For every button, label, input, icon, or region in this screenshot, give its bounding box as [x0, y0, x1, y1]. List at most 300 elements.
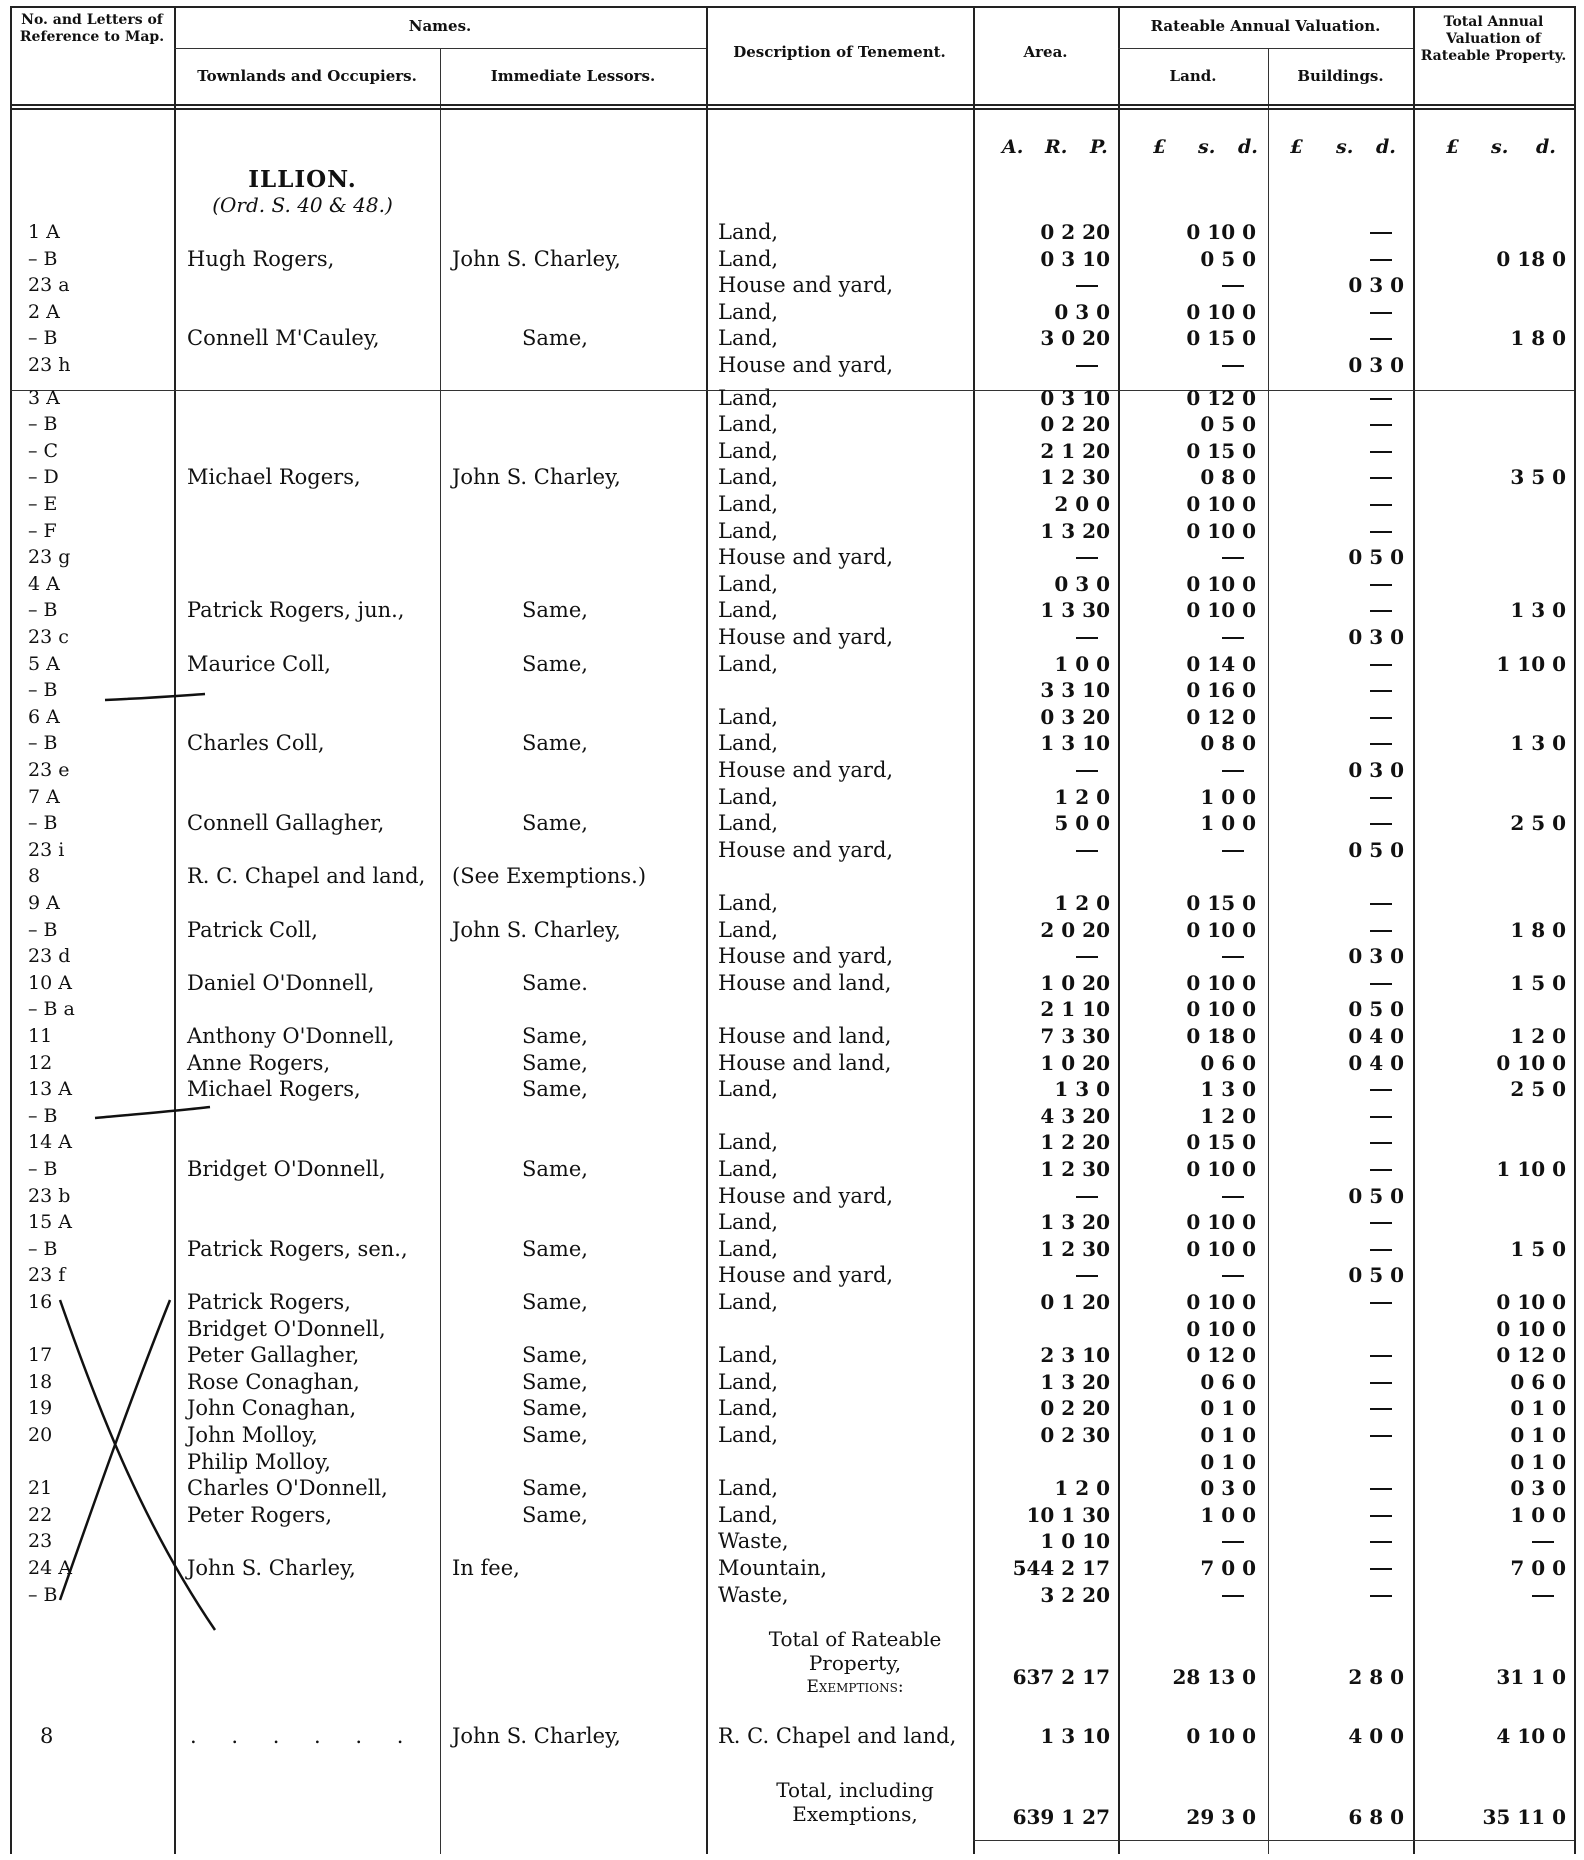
row-desc: Land, — [718, 1236, 779, 1261]
bldg-dash — [1370, 1408, 1392, 1410]
row-bldg: 0 3 0 — [1348, 758, 1404, 782]
row-land: 0 15 0 — [1186, 438, 1256, 463]
header-valuation: Rateable Annual Valuation. — [1150, 17, 1381, 35]
row-desc: Mountain, — [718, 1556, 828, 1580]
townland-name: ILLION. — [248, 166, 357, 193]
row-lessor: John S. Charley, — [452, 917, 621, 942]
total-dash — [1532, 1541, 1554, 1543]
row-lessor: Same, — [522, 1077, 588, 1102]
land-dash — [1222, 557, 1244, 559]
row-area: 0 3 20 — [1040, 704, 1110, 729]
row-ref: 20 — [28, 1424, 53, 1446]
row-area: 1 3 30 — [1040, 598, 1110, 623]
row-ref: 22 — [28, 1503, 53, 1526]
row-total: 1 8 0 — [1510, 326, 1566, 351]
row-bldg: 0 5 0 — [1348, 1183, 1404, 1208]
row-ref: 23 h — [28, 354, 71, 376]
row-land: 0 1 0 — [1200, 1396, 1256, 1421]
row-lessor: Same, — [522, 1050, 588, 1075]
bldg-dash — [1370, 664, 1392, 666]
row-occupier: Peter Gallagher, — [187, 1343, 360, 1368]
row-ref: 1 A — [28, 221, 60, 243]
row-bldg: 0 5 0 — [1348, 545, 1404, 570]
row-land: 0 10 0 — [1186, 1316, 1256, 1341]
row-bldg: 0 3 0 — [1348, 944, 1404, 969]
row-desc: House and yard, — [718, 758, 894, 782]
total-dash — [1532, 1595, 1554, 1597]
total-rateable-label-1: Total of Rateable — [768, 1627, 942, 1651]
row-lessor: Same, — [522, 1396, 588, 1421]
row-land: 1 2 0 — [1200, 1103, 1256, 1128]
row-ref: – B — [28, 1158, 58, 1180]
row-ref: – E — [28, 493, 58, 515]
bldg-dash — [1370, 1541, 1392, 1543]
row-total: 1 5 0 — [1510, 970, 1566, 995]
row-desc: Land, — [718, 1130, 779, 1155]
row-area: 1 2 0 — [1054, 1476, 1110, 1501]
row-desc: Land, — [718, 326, 779, 351]
townland-ord: (Ord. S. 40 & 48.) — [212, 193, 393, 217]
rule-left — [10, 6, 12, 1854]
row-desc: Land, — [718, 571, 779, 596]
row-desc: Land, — [718, 220, 779, 244]
bldg-dash — [1370, 451, 1392, 453]
bldg-dash — [1370, 1302, 1392, 1304]
area-dash — [1076, 956, 1098, 958]
row-lessor: John S. Charley, — [452, 246, 621, 271]
row-land: 0 6 0 — [1200, 1050, 1256, 1075]
area-dash — [1076, 637, 1098, 639]
row-land: 0 1 0 — [1200, 1423, 1256, 1447]
row-total: 3 5 0 — [1510, 465, 1566, 490]
row-land: 0 10 0 — [1186, 997, 1256, 1022]
row-area: 2 0 0 — [1054, 492, 1110, 516]
row-land: 0 14 0 — [1186, 651, 1256, 676]
row-total: 1 0 0 — [1510, 1502, 1566, 1527]
row-lessor: Same, — [522, 1290, 588, 1314]
row-occupier: Patrick Coll, — [187, 917, 318, 942]
row-ref: – B — [28, 732, 58, 755]
row-desc: Land, — [718, 1157, 779, 1181]
bldg-dash — [1370, 1222, 1392, 1224]
row-land: 0 10 0 — [1186, 970, 1256, 995]
row-occupier: Michael Rogers, — [187, 1077, 361, 1102]
row-ref: 13 A — [28, 1078, 72, 1101]
row-ref: – B — [28, 599, 58, 622]
row-lessor: Same, — [522, 1423, 588, 1447]
bldg-dash — [1370, 1515, 1392, 1517]
row-ref: – B — [28, 1237, 58, 1260]
row-land: 0 10 0 — [1186, 1210, 1256, 1235]
row-area: 0 3 0 — [1054, 299, 1110, 324]
row-occupier: Anne Rogers, — [187, 1050, 331, 1075]
exemption-land: 0 10 0 — [1186, 1724, 1256, 1748]
row-ref: 16 — [28, 1291, 53, 1313]
row-ref: – D — [28, 466, 59, 489]
bldg-dash — [1370, 531, 1392, 533]
unit-acres: A. — [1002, 136, 1024, 158]
row-total: 0 1 0 — [1510, 1396, 1566, 1421]
exemption-area: 1 3 10 — [1040, 1724, 1110, 1748]
total-grand-total: 35 11 0 — [1482, 1805, 1566, 1829]
total-rateable-total: 31 1 0 — [1496, 1665, 1566, 1689]
bldg-dash — [1370, 1595, 1392, 1597]
row-lessor: Same, — [522, 598, 588, 623]
row-land: 1 0 0 — [1200, 784, 1256, 809]
row-ref: 23 g — [28, 546, 71, 569]
bldg-dash — [1370, 1089, 1392, 1091]
row-desc: Land, — [718, 1396, 779, 1421]
row-ref: 23 f — [28, 1264, 66, 1287]
row-land: 0 15 0 — [1186, 891, 1256, 915]
row-area: 2 1 20 — [1040, 438, 1110, 463]
row-occupier: Rose Conaghan, — [187, 1369, 360, 1394]
row-land: 0 10 0 — [1186, 1236, 1256, 1261]
land-dash — [1222, 1595, 1244, 1597]
land-dash — [1222, 637, 1244, 639]
rule-lessor — [706, 6, 708, 1854]
rule-header-bottom-2 — [10, 108, 1574, 110]
row-desc: Land, — [718, 299, 779, 324]
rule-names — [440, 48, 441, 1854]
row-ref: 11 — [28, 1025, 53, 1047]
row-occupier: Hugh Rogers, — [187, 246, 335, 271]
row-desc: Waste, — [718, 1529, 789, 1554]
bldg-dash — [1370, 903, 1392, 905]
row-desc: Land, — [718, 917, 779, 942]
row-area: 10 1 30 — [1026, 1502, 1110, 1527]
row-area: 5 0 0 — [1054, 811, 1110, 836]
row-ref: 23 a — [28, 274, 70, 297]
bldg-dash — [1370, 1435, 1392, 1437]
row-bldg: 0 5 0 — [1348, 997, 1404, 1022]
row-area: 1 0 10 — [1040, 1529, 1110, 1554]
unit-land-pounds: £ — [1153, 136, 1167, 158]
row-area: 2 3 10 — [1040, 1343, 1110, 1368]
row-occupier: Connell M'Cauley, — [187, 326, 380, 351]
row-desc: Land, — [718, 1343, 779, 1368]
bldg-dash — [1370, 1382, 1392, 1384]
area-dash — [1076, 285, 1098, 287]
row-bldg: 0 5 0 — [1348, 1263, 1404, 1288]
header-description: Description of Tenement. — [733, 43, 946, 61]
unit-total-pence: d. — [1536, 136, 1556, 158]
unit-roods: R. — [1045, 136, 1068, 158]
total-rateable-label — [740, 1627, 970, 1699]
row-total: 0 10 0 — [1496, 1316, 1566, 1341]
row-ref: – C — [28, 439, 59, 462]
row-land: 0 8 0 — [1200, 465, 1256, 490]
row-area: 1 3 20 — [1040, 518, 1110, 543]
row-land: 0 10 0 — [1186, 1157, 1256, 1181]
row-area: 1 2 0 — [1054, 891, 1110, 915]
row-desc: Land, — [718, 704, 779, 729]
row-area: 0 2 20 — [1040, 412, 1110, 437]
row-area: 1 0 20 — [1040, 1050, 1110, 1075]
row-bldg: 0 4 0 — [1348, 1050, 1404, 1075]
exemption-total: 4 10 0 — [1496, 1724, 1566, 1748]
rule-top — [10, 6, 1574, 8]
rule-valuation-split — [1118, 48, 1413, 49]
bldg-dash — [1370, 1116, 1392, 1118]
row-area: 2 0 20 — [1040, 917, 1110, 942]
header-names: Names. — [408, 17, 472, 35]
row-lessor: Same, — [522, 326, 588, 351]
row-area: 1 2 30 — [1040, 465, 1110, 490]
unit-bldg-pounds: £ — [1290, 136, 1304, 158]
bldg-dash — [1370, 930, 1392, 932]
land-dash — [1222, 365, 1244, 367]
header-townlands: Townlands and Occupiers. — [197, 67, 417, 85]
row-lessor: John S. Charley, — [452, 465, 621, 490]
unit-land-shillings: s. — [1198, 136, 1216, 158]
row-ref: – B — [28, 413, 58, 436]
row-area: 0 3 0 — [1054, 571, 1110, 596]
land-dash — [1222, 1541, 1244, 1543]
row-total: 7 0 0 — [1510, 1556, 1566, 1580]
exemption-ref: 8 — [40, 1724, 54, 1748]
bldg-dash — [1370, 232, 1392, 234]
row-ref: – F — [28, 519, 57, 542]
row-lessor: Same, — [522, 1024, 588, 1048]
row-total: 0 10 0 — [1496, 1050, 1566, 1075]
row-ref: – B — [28, 918, 58, 941]
total-grand-area: 639 1 27 — [1012, 1805, 1110, 1829]
row-occupier: Patrick Rogers, — [187, 1290, 351, 1314]
row-desc: Land, — [718, 811, 779, 836]
exemption-lessor: John S. Charley, — [452, 1724, 621, 1748]
area-dash — [1076, 850, 1098, 852]
row-total: 0 1 0 — [1510, 1423, 1566, 1447]
total-grand-label-2: Exemptions, — [792, 1802, 918, 1826]
row-desc: Land, — [718, 465, 779, 490]
row-desc: House and land, — [718, 1024, 892, 1048]
total-rateable-bldg: 2 8 0 — [1348, 1665, 1404, 1689]
row-total: 0 6 0 — [1510, 1369, 1566, 1394]
row-land: 0 18 0 — [1186, 1024, 1256, 1048]
row-occupier: Philip Molloy, — [187, 1449, 331, 1474]
row-land: 0 15 0 — [1186, 1130, 1256, 1155]
row-lessor: Same, — [522, 1236, 588, 1261]
row-land: 0 8 0 — [1200, 731, 1256, 756]
row-desc: Land, — [718, 1369, 779, 1394]
row-ref: 19 — [28, 1397, 53, 1420]
unit-bldg-shillings: s. — [1336, 136, 1354, 158]
rule-right — [1574, 6, 1576, 1854]
row-desc: Land, — [718, 891, 779, 915]
row-land: 1 3 0 — [1200, 1077, 1256, 1102]
row-total: 1 8 0 — [1510, 917, 1566, 942]
row-desc: House and yard, — [718, 353, 894, 377]
row-total: 2 5 0 — [1510, 1077, 1566, 1102]
row-area: 0 2 20 — [1040, 220, 1110, 244]
row-ref: 7 A — [28, 785, 60, 808]
bldg-dash — [1370, 1568, 1392, 1570]
row-area: 1 2 20 — [1040, 1130, 1110, 1155]
row-desc: Land, — [718, 518, 779, 543]
row-area: 0 3 10 — [1040, 246, 1110, 271]
row-land: 0 10 0 — [1186, 571, 1256, 596]
exemption-bldg: 4 0 0 — [1348, 1724, 1404, 1748]
total-rateable-land: 28 13 0 — [1172, 1665, 1256, 1689]
row-occupier: Michael Rogers, — [187, 465, 361, 490]
row-ref: 8 — [28, 865, 41, 888]
row-occupier: Charles O'Donnell, — [187, 1476, 388, 1501]
row-land: 0 6 0 — [1200, 1369, 1256, 1394]
row-area: 1 0 0 — [1054, 651, 1110, 676]
row-occupier: John Conaghan, — [187, 1396, 357, 1421]
bldg-dash — [1370, 610, 1392, 612]
bldg-dash — [1370, 338, 1392, 340]
row-total: 2 5 0 — [1510, 811, 1566, 836]
row-area: 1 2 0 — [1054, 784, 1110, 809]
total-grand-bldg: 6 8 0 — [1348, 1805, 1404, 1829]
area-dash — [1076, 557, 1098, 559]
row-total: 0 10 0 — [1496, 1290, 1566, 1314]
row-ref: 6 A — [28, 705, 60, 728]
row-bldg: 0 3 0 — [1348, 353, 1404, 377]
row-total: 1 10 0 — [1496, 651, 1566, 676]
area-dash — [1076, 1275, 1098, 1277]
row-ref: 24 A — [28, 1557, 72, 1579]
unit-bldg-pence: d. — [1376, 136, 1396, 158]
row-ref: – B — [28, 812, 58, 835]
row-desc: Land, — [718, 438, 779, 463]
header-ref: No. and Letters of Reference to Map. — [19, 12, 165, 45]
row-ref: – B — [28, 1583, 58, 1606]
row-ref: 5 A — [28, 652, 60, 675]
row-land: 0 10 0 — [1186, 917, 1256, 942]
row-land: 7 0 0 — [1200, 1556, 1256, 1580]
bldg-dash — [1370, 743, 1392, 745]
area-dash — [1076, 770, 1098, 772]
bldg-dash — [1370, 690, 1392, 692]
row-desc: Land, — [718, 1210, 779, 1235]
row-desc: House and land, — [718, 1050, 892, 1075]
rule-names-split — [174, 48, 706, 49]
row-desc: Land, — [718, 731, 779, 756]
row-area: 1 3 20 — [1040, 1210, 1110, 1235]
row-desc: Land, — [718, 385, 779, 410]
row-ref: 4 A — [28, 572, 60, 595]
land-dash — [1222, 1196, 1244, 1198]
row-total: 0 12 0 — [1496, 1343, 1566, 1368]
bldg-dash — [1370, 259, 1392, 261]
row-lessor: In fee, — [452, 1556, 520, 1580]
rule-desc — [973, 6, 975, 1854]
row-area: 1 3 10 — [1040, 731, 1110, 756]
row-ref: 23 — [28, 1530, 53, 1553]
area-dash — [1076, 365, 1098, 367]
bldg-dash — [1370, 424, 1392, 426]
row-ref: 10 A — [28, 971, 72, 994]
unit-total-pounds: £ — [1446, 136, 1460, 158]
row-occupier: Bridget O'Donnell, — [187, 1316, 386, 1341]
row-lessor: Same, — [522, 1369, 588, 1394]
row-desc: House and yard, — [718, 545, 894, 570]
row-area: 544 2 17 — [1012, 1556, 1110, 1580]
row-land: 0 10 0 — [1186, 492, 1256, 516]
bldg-dash — [1370, 797, 1392, 799]
bldg-dash — [1370, 312, 1392, 314]
row-land: 0 15 0 — [1186, 326, 1256, 351]
row-area: 1 2 30 — [1040, 1236, 1110, 1261]
row-total: 0 18 0 — [1496, 246, 1566, 271]
row-ref: – B — [28, 247, 58, 270]
row-ref: – B — [28, 327, 58, 350]
row-lessor: Same, — [522, 811, 588, 836]
row-ref: – B a — [28, 998, 75, 1021]
row-ref: 18 — [28, 1370, 53, 1393]
row-desc: House and yard, — [718, 944, 894, 969]
rule-bldg — [1413, 6, 1415, 1854]
row-desc: House and yard, — [718, 273, 894, 298]
land-dash — [1222, 850, 1244, 852]
row-ref: 23 b — [28, 1184, 71, 1207]
row-area: 1 2 30 — [1040, 1157, 1110, 1181]
row-ref: 3 A — [28, 386, 60, 409]
bldg-dash — [1370, 1142, 1392, 1144]
row-total: 0 3 0 — [1510, 1476, 1566, 1501]
row-ref: 23 d — [28, 945, 71, 968]
total-grand-label — [740, 1778, 970, 1826]
townland-heading — [175, 166, 430, 217]
bldg-dash — [1370, 717, 1392, 719]
row-land: 0 12 0 — [1186, 385, 1256, 410]
row-occupier: Connell Gallagher, — [187, 811, 385, 836]
land-dash — [1222, 1275, 1244, 1277]
land-dash — [1222, 770, 1244, 772]
bldg-dash — [1370, 504, 1392, 506]
row-ref: 12 — [28, 1051, 53, 1074]
row-occupier: Maurice Coll, — [187, 651, 331, 676]
row-bldg: 0 3 0 — [1348, 625, 1404, 649]
row-desc: Land, — [718, 1423, 779, 1447]
row-occupier: John S. Charley, — [187, 1556, 356, 1580]
row-area: 2 1 10 — [1040, 997, 1110, 1022]
row-area: 0 2 20 — [1040, 1396, 1110, 1421]
total-grand-label-1: Total, including — [776, 1778, 934, 1802]
row-total: 1 10 0 — [1496, 1157, 1566, 1181]
row-ref: 9 A — [28, 892, 60, 914]
header-total: Total Annual Valuation of Rateable Property. — [1420, 14, 1567, 64]
row-occupier: Bridget O'Donnell, — [187, 1157, 386, 1181]
row-area: 7 3 30 — [1040, 1024, 1110, 1048]
row-total: 1 5 0 — [1510, 1236, 1566, 1261]
exemption-occupier-leader: . . . . . . — [190, 1724, 418, 1748]
row-ref: 23 c — [28, 626, 69, 648]
row-total: 0 1 0 — [1510, 1449, 1566, 1474]
exemptions-label: Exemptions: — [806, 1677, 904, 1697]
row-desc: House and land, — [718, 970, 892, 995]
row-ref: – B — [28, 679, 58, 702]
unit-perches: P. — [1090, 136, 1108, 158]
row-lessor: (See Exemptions.) — [452, 864, 647, 889]
row-desc: House and yard, — [718, 625, 894, 649]
total-rateable-area: 637 2 17 — [1012, 1665, 1110, 1689]
row-desc: Land, — [718, 651, 779, 676]
row-occupier: Patrick Rogers, sen., — [187, 1236, 408, 1261]
row-lessor: Same, — [522, 651, 588, 676]
row-total: 1 2 0 — [1510, 1024, 1566, 1048]
row-area: 1 0 20 — [1040, 970, 1110, 995]
row-ref: 17 — [28, 1344, 53, 1367]
row-desc: Land, — [718, 492, 779, 516]
row-desc: Land, — [718, 246, 779, 271]
header-area: Area. — [1023, 43, 1068, 61]
bldg-dash — [1370, 823, 1392, 825]
row-land: 0 10 0 — [1186, 299, 1256, 324]
